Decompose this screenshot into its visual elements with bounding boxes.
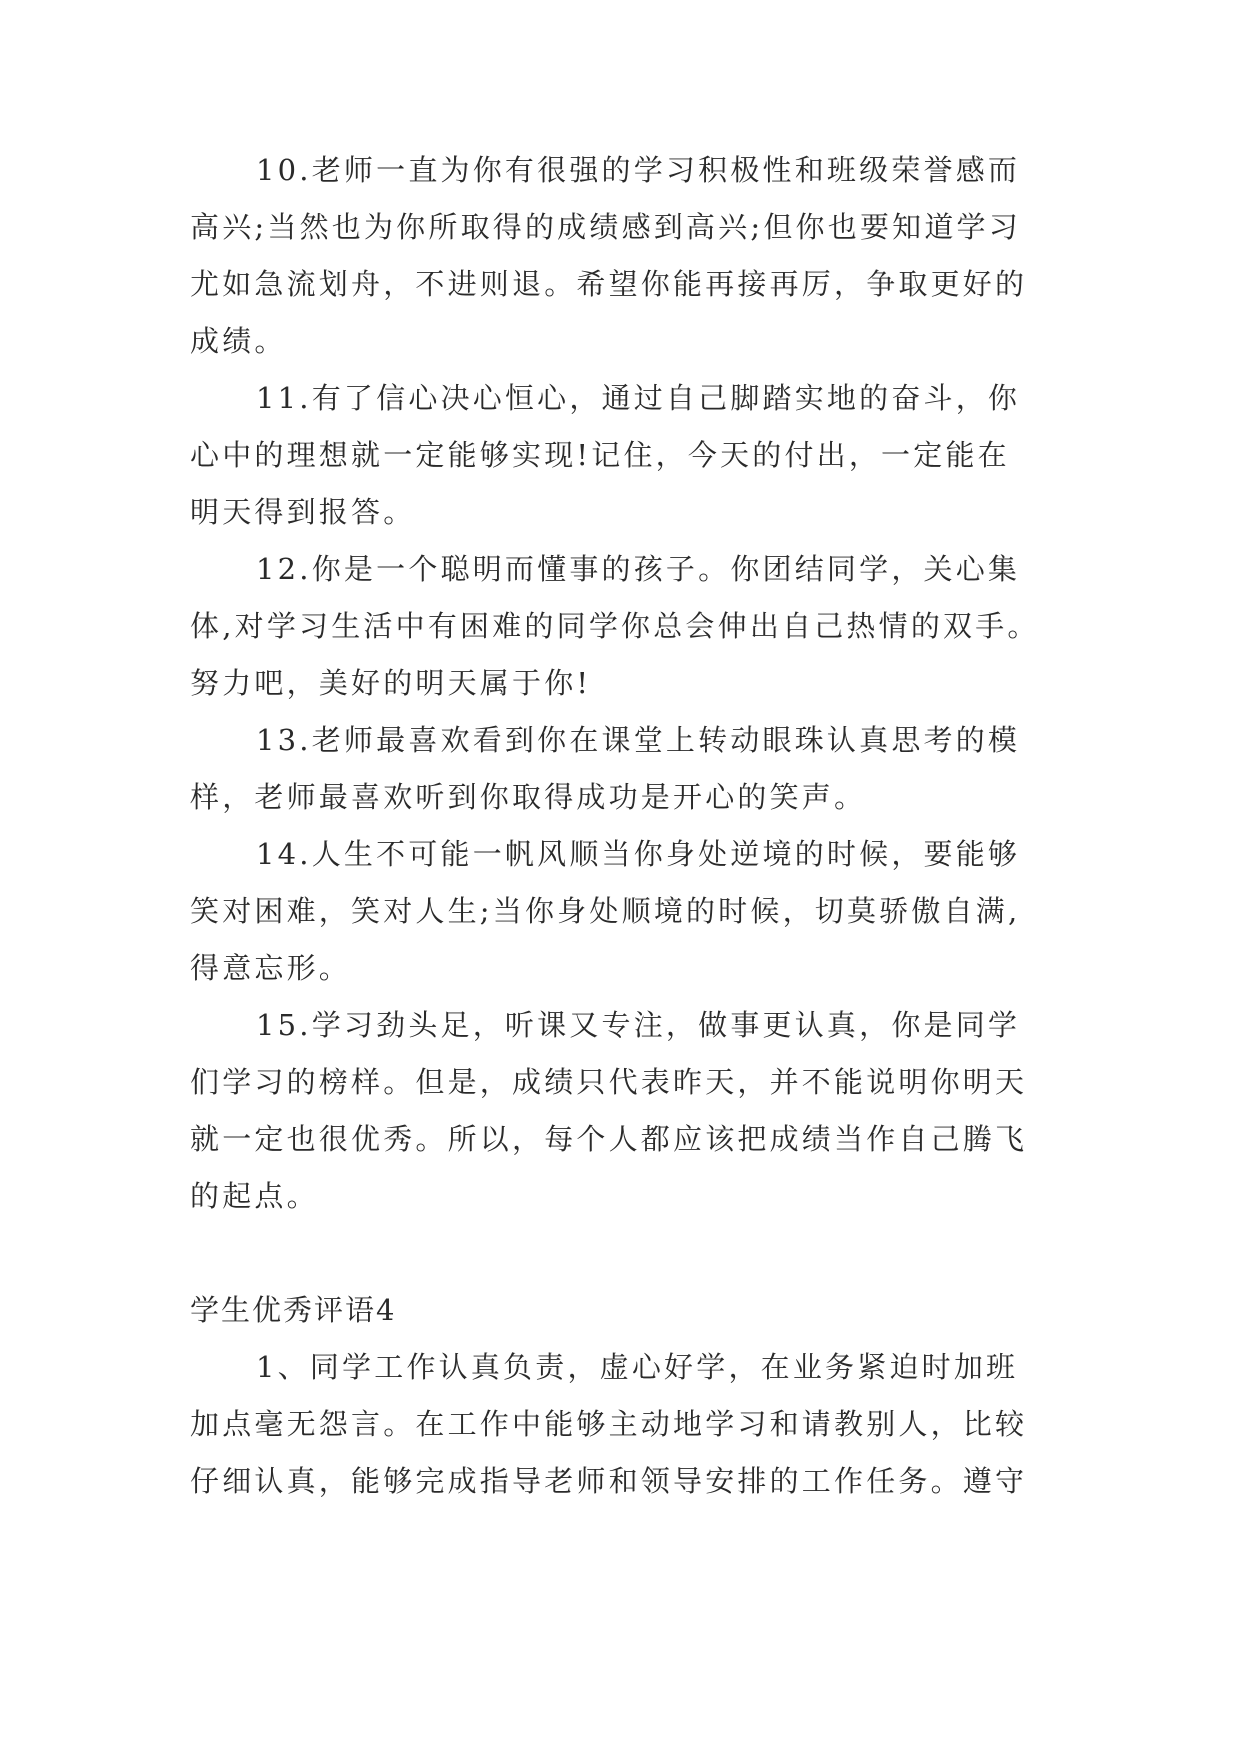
paragraph-14-line-3: 得意忘形。 <box>190 951 352 985</box>
section-heading: 学生优秀评语4 <box>190 1293 397 1327</box>
paragraph-10-line-4: 成绩。 <box>190 324 287 358</box>
section-paragraph-1-line-1: 1、同学工作认真负责，虚心好学，在业务紧迫时加班 <box>256 1350 1019 1384</box>
section-paragraph-1-line-2: 加点毫无怨言。在工作中能够主动地学习和请教别人，比较 <box>190 1407 1028 1441</box>
paragraph-10-line-3: 尤如急流划舟，不进则退。希望你能再接再厉，争取更好的 <box>190 267 1028 301</box>
paragraph-10-line-1: 10.老师一直为你有很强的学习积极性和班级荣誉感而 <box>256 153 1021 187</box>
paragraph-14-line-1: 14.人生不可能一帆风顺当你身处逆境的时候，要能够 <box>256 837 1021 871</box>
paragraph-12-line-1: 12.你是一个聪明而懂事的孩子。你团结同学，关心集 <box>256 552 1021 586</box>
paragraph-13-line-1: 13.老师最喜欢看到你在课堂上转动眼珠认真思考的模 <box>256 723 1021 757</box>
paragraph-15-line-3: 就一定也很优秀。所以，每个人都应该把成绩当作自己腾飞 <box>190 1122 1028 1156</box>
section-paragraph-1-line-3: 仔细认真，能够完成指导老师和领导安排的工作任务。遵守 <box>190 1464 1028 1498</box>
paragraph-14-line-2: 笑对困难，笑对人生;当你身处顺境的时候，切莫骄傲自满, <box>190 894 1021 928</box>
paragraph-15-line-4: 的起点。 <box>190 1179 319 1213</box>
paragraph-12-line-3: 努力吧，美好的明天属于你! <box>190 666 592 700</box>
paragraph-12-line-2: 体,对学习生活中有困难的同学你总会伸出自己热情的双手。 <box>190 609 1040 643</box>
paragraph-11-line-2: 心中的理想就一定能够实现!记住，今天的付出，一定能在 <box>190 438 1010 472</box>
paragraph-15-line-1: 15.学习劲头足，听课又专注，做事更认真，你是同学 <box>256 1008 1021 1042</box>
paragraph-15-line-2: 们学习的榜样。但是，成绩只代表昨天，并不能说明你明天 <box>190 1065 1028 1099</box>
paragraph-11-line-3: 明天得到报答。 <box>190 495 416 529</box>
paragraph-13-line-2: 样，老师最喜欢听到你取得成功是开心的笑声。 <box>190 780 867 814</box>
paragraph-10-line-2: 高兴;当然也为你所取得的成绩感到高兴;但你也要知道学习 <box>190 210 1021 244</box>
paragraph-11-line-1: 11.有了信心决心恒心，通过自己脚踏实地的奋斗，你 <box>256 381 1021 415</box>
